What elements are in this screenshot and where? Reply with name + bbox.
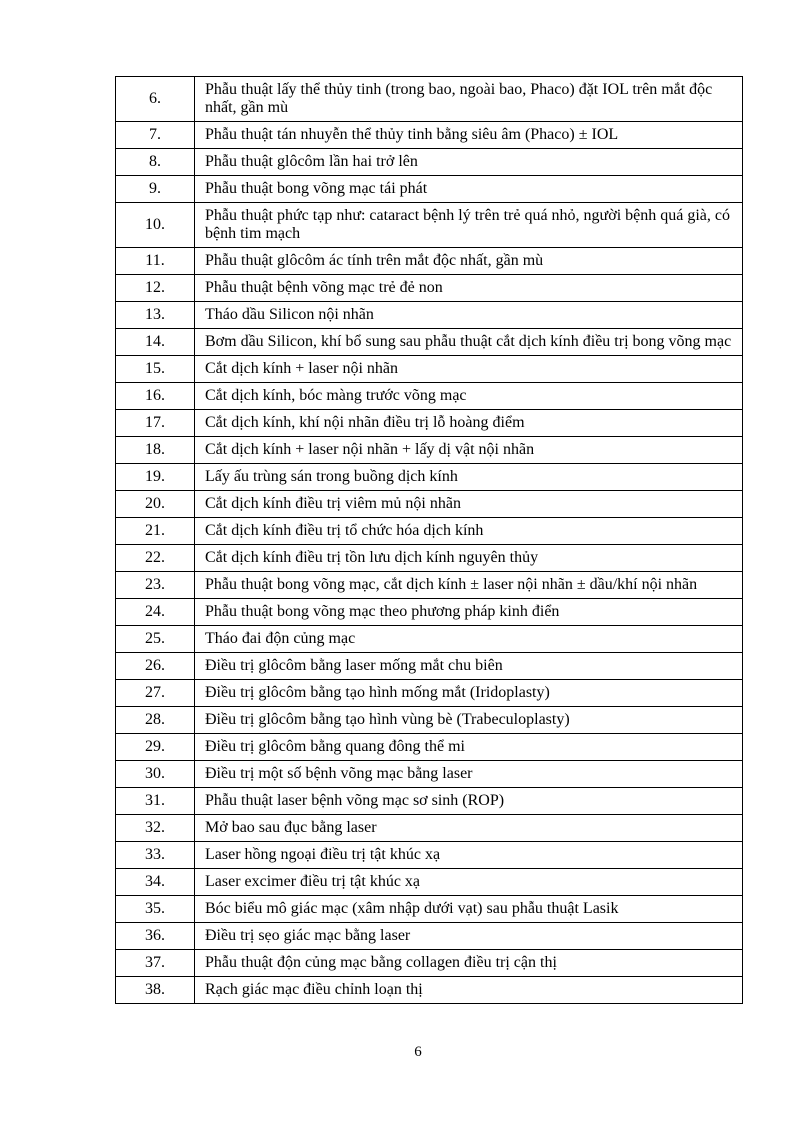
row-number: 24. <box>116 599 195 626</box>
row-number: 25. <box>116 626 195 653</box>
table-row <box>116 842 743 869</box>
procedure-name: Điều trị glôcôm bằng quang đông thể mi <box>195 734 743 761</box>
row-number: 31. <box>116 788 195 815</box>
procedures-table <box>115 76 743 1004</box>
row-number: 15. <box>116 356 195 383</box>
row-number: 17. <box>116 410 195 437</box>
table-row <box>116 788 743 815</box>
table-row <box>116 149 743 176</box>
procedure-name: Điều trị glôcôm bằng tạo hình vùng bè (Trabeculoplasty) <box>195 707 743 734</box>
row-number: 14. <box>116 329 195 356</box>
procedure-name: Cắt dịch kính, khí nội nhãn điều trị lỗ hoàng điểm <box>195 410 743 437</box>
table-row <box>116 248 743 275</box>
procedure-name: Cắt dịch kính + laser nội nhãn <box>195 356 743 383</box>
row-number: 9. <box>116 176 195 203</box>
procedure-name: Phẫu thuật glôcôm ác tính trên mắt độc nhất, gần mù <box>195 248 743 275</box>
table-row <box>116 977 743 1004</box>
row-number: 6. <box>116 77 195 122</box>
table-row <box>116 896 743 923</box>
table-row <box>116 599 743 626</box>
procedure-name: Cắt dịch kính, bóc màng trước võng mạc <box>195 383 743 410</box>
procedure-name: Phẫu thuật tán nhuyễn thể thủy tinh bằng siêu âm (Phaco) ± IOL <box>195 122 743 149</box>
row-number: 22. <box>116 545 195 572</box>
procedure-name: Phẫu thuật độn củng mạc bằng collagen điều trị cận thị <box>195 950 743 977</box>
table-row <box>116 203 743 248</box>
procedure-name: Phẫu thuật bong võng mạc theo phương pháp kinh điển <box>195 599 743 626</box>
procedure-name: Điều trị một số bệnh võng mạc bằng laser <box>195 761 743 788</box>
row-number: 8. <box>116 149 195 176</box>
row-number: 10. <box>116 203 195 248</box>
row-number: 35. <box>116 896 195 923</box>
procedure-name: Cắt dịch kính điều trị tổ chức hóa dịch kính <box>195 518 743 545</box>
procedure-name: Phẫu thuật glôcôm lần hai trở lên <box>195 149 743 176</box>
row-number: 20. <box>116 491 195 518</box>
row-number: 30. <box>116 761 195 788</box>
procedure-name: Bóc biểu mô giác mạc (xâm nhập dưới vạt) sau phẫu thuật Lasik <box>195 896 743 923</box>
row-number: 18. <box>116 437 195 464</box>
procedure-name: Phẫu thuật bong võng mạc tái phát <box>195 176 743 203</box>
table-row <box>116 680 743 707</box>
table-row <box>116 815 743 842</box>
table-row <box>116 491 743 518</box>
table-row <box>116 410 743 437</box>
table-row <box>116 383 743 410</box>
procedure-name: Cắt dịch kính điều trị tồn lưu dịch kính nguyên thủy <box>195 545 743 572</box>
row-number: 38. <box>116 977 195 1004</box>
row-number: 11. <box>116 248 195 275</box>
procedure-name: Phẫu thuật bệnh võng mạc trẻ đẻ non <box>195 275 743 302</box>
procedure-name: Điều trị sẹo giác mạc bằng laser <box>195 923 743 950</box>
table-row <box>116 653 743 680</box>
procedure-name: Laser hồng ngoại điều trị tật khúc xạ <box>195 842 743 869</box>
row-number: 36. <box>116 923 195 950</box>
table-row <box>116 356 743 383</box>
procedures-table-body <box>116 77 743 1004</box>
table-row <box>116 275 743 302</box>
procedure-name: Rạch giác mạc điều chỉnh loạn thị <box>195 977 743 1004</box>
row-number: 16. <box>116 383 195 410</box>
table-row <box>116 122 743 149</box>
procedure-name: Bơm dầu Silicon, khí bổ sung sau phẫu thuật cắt dịch kính điều trị bong võng mạc <box>195 329 743 356</box>
procedure-name: Điều trị glôcôm bằng tạo hình mống mắt (Iridoplasty) <box>195 680 743 707</box>
page-number: 6 <box>414 1044 422 1060</box>
procedure-name: Điều trị glôcôm bằng laser mống mắt chu biên <box>195 653 743 680</box>
table-row <box>116 572 743 599</box>
table-row <box>116 176 743 203</box>
row-number: 12. <box>116 275 195 302</box>
table-row <box>116 869 743 896</box>
row-number: 19. <box>116 464 195 491</box>
procedure-name: Phẫu thuật lấy thể thủy tinh (trong bao, ngoài bao, Phaco) đặt IOL trên mắt độc nhất, gần mù <box>195 77 743 122</box>
row-number: 7. <box>116 122 195 149</box>
procedure-name: Mở bao sau đục bằng laser <box>195 815 743 842</box>
procedure-name: Phẫu thuật phức tạp như: cataract bệnh lý trên trẻ quá nhỏ, người bệnh quá già, có bệnh tim mạch <box>195 203 743 248</box>
row-number: 34. <box>116 869 195 896</box>
table-row <box>116 329 743 356</box>
row-number: 37. <box>116 950 195 977</box>
procedure-name: Cắt dịch kính điều trị viêm mủ nội nhãn <box>195 491 743 518</box>
row-number: 28. <box>116 707 195 734</box>
procedure-name: Tháo dầu Silicon nội nhãn <box>195 302 743 329</box>
row-number: 27. <box>116 680 195 707</box>
row-number: 23. <box>116 572 195 599</box>
procedure-name: Phẫu thuật laser bệnh võng mạc sơ sinh (ROP) <box>195 788 743 815</box>
row-number: 26. <box>116 653 195 680</box>
table-row <box>116 761 743 788</box>
table-row <box>116 626 743 653</box>
row-number: 33. <box>116 842 195 869</box>
table-row <box>116 950 743 977</box>
procedure-name: Tháo đai độn củng mạc <box>195 626 743 653</box>
table-row <box>116 734 743 761</box>
table-row <box>116 545 743 572</box>
table-row <box>116 302 743 329</box>
row-number: 29. <box>116 734 195 761</box>
table-row <box>116 437 743 464</box>
procedure-name: Laser excimer điều trị tật khúc xạ <box>195 869 743 896</box>
procedure-name: Lấy ấu trùng sán trong buồng dịch kính <box>195 464 743 491</box>
procedure-name: Cắt dịch kính + laser nội nhãn + lấy dị vật nội nhãn <box>195 437 743 464</box>
table-row <box>116 77 743 122</box>
table-row <box>116 923 743 950</box>
table-row <box>116 464 743 491</box>
table-row <box>116 518 743 545</box>
procedure-name: Phẫu thuật bong võng mạc, cắt dịch kính ± laser nội nhãn ± dầu/khí nội nhãn <box>195 572 743 599</box>
row-number: 32. <box>116 815 195 842</box>
row-number: 21. <box>116 518 195 545</box>
row-number: 13. <box>116 302 195 329</box>
table-row <box>116 707 743 734</box>
